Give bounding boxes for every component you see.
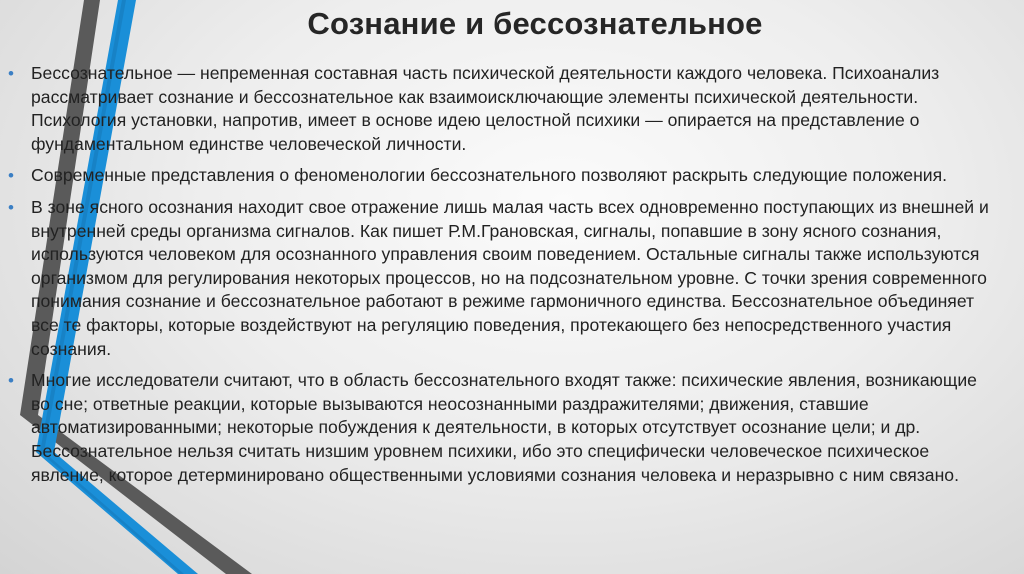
bullet-item	[8, 196, 998, 361]
bullet-text: Многие исследователи считают, что в область бессознательного входят также: психические явления, возникающие во сне; ответные реакции, которые вызываются неосознанными раздражителями; движения, ставшие автоматизированными; некоторые побуждения к деятельности, в которых отсутствует осознание цели; и др. Бессознательное нельзя считать низшим уровнем психики, ибо это специфически человеческое психическое явление, которое детерминировано общественными условиями сознания человека и неразрывно с ним связано.	[31, 370, 977, 485]
bullet-text: В зоне ясного осознания находит свое отражение лишь малая часть всех одновременно поступающих из внешней и внутренней среды организма сигналов. Как пишет Р.М.Грановская, сигналы, попавшие в зону ясного сознания, используются человеком для осознанного управления своим поведением. Остальные сигналы также используются организмом для регулирования некоторых процессов, но на подсознательном уровне. С точки зрения современного понимания сознание и бессознательное работают в режиме гармоничного единства. Бессознательное объединяет все те факторы, которые воздействуют на регуляцию поведения, протекающего без непосредственного участия сознания.	[31, 196, 989, 359]
bullet-list	[8, 62, 998, 495]
slide-title: Сознание и бессознательное	[307, 6, 763, 41]
bullet-marker: •	[8, 197, 14, 217]
bullet-marker: •	[8, 64, 14, 83]
bullet-item	[8, 164, 998, 188]
bullet-marker: •	[8, 166, 14, 186]
bullet-text: Бессознательное — непременная составная часть психической деятельности каждого человека. Психоанализ рассматривает сознание и бессознательное как взаимоисключающие элементы психической деятельности. Психология установки, напротив, имеет в основе идею целостной психики — опирается на представление о фундаментальном единстве человеческой личности.	[31, 63, 940, 154]
bullet-marker: •	[8, 371, 14, 391]
bullet-text: Современные представления о феноменологии бессознательного позволяют раскрыть следующие положения.	[31, 165, 948, 186]
bullet-item	[8, 369, 998, 487]
bullet-item	[8, 62, 998, 156]
